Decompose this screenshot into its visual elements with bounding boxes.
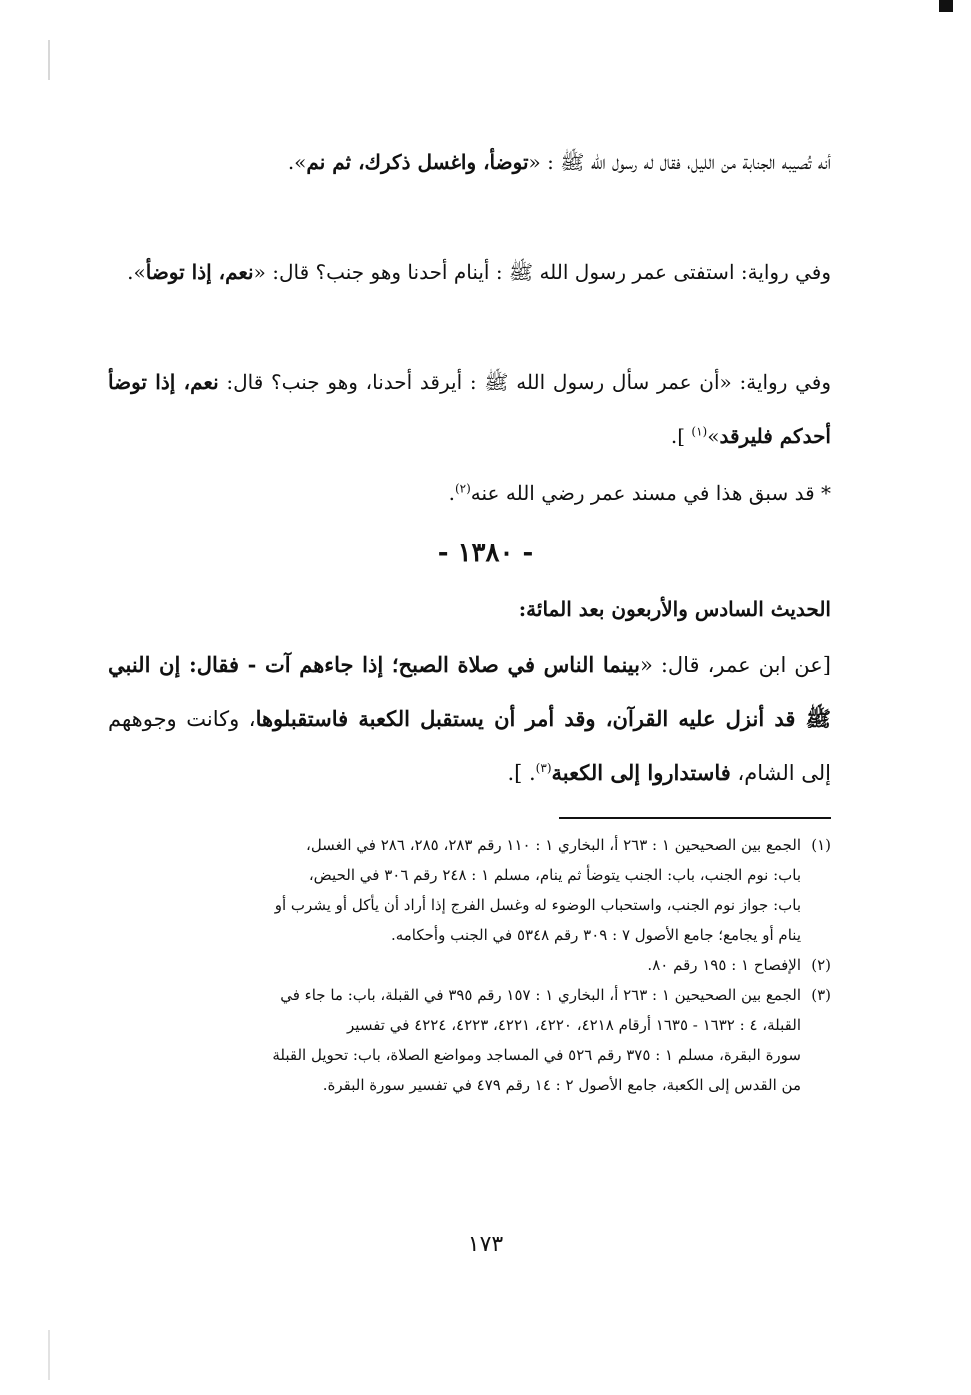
footnote-line: الجمع بين الصحيحين ١ : ٢٦٣ أ، البخاري ١ : ١١٠ رقم ٢٨٣، ٢٨٥، ٢٨٦ في الغسل، (305, 836, 801, 854)
hadith-quote: نعم، إذا توضأ (145, 260, 254, 284)
paragraph-text: وفي رواية: «أن عمر سأل رسول الله ﷺ : أيرقد أحدنا، وهو جنب؟ قال: (218, 370, 831, 394)
scan-corner-mark (939, 0, 953, 12)
footnote-number: (١) (811, 836, 831, 854)
footnote-ref: (١) (691, 424, 708, 439)
scan-edge-mark (48, 40, 50, 80)
footnote-ref: (٣) (535, 761, 552, 775)
footnote-number: (٢) (811, 956, 831, 974)
footnote-number: (٣) (811, 986, 831, 1004)
paragraph-text: وفي رواية: استفتى عمر رسول الله ﷺ : أينام أحدنا وهو جنب؟ قال: « (253, 260, 831, 284)
scan-edge-mark (48, 1330, 50, 1380)
footnote-line: القبلة، ٤ : ١٦٣٢ - ١٦٣٥ أرقام ٤٢١٨، ٤٢٢٠، ٤٢٢١، ٤٢٢٣، ٤٢٢٤ في تفسير (347, 1016, 801, 1034)
hadith-quote: بينما الناس في صلاة الصبح؛ إذا جاءهم آت - فقال: إن النبي ﷺ قد أنزل عليه القرآن، وقد أمر أن يستقبل الكعبة فاستقبلوها (108, 652, 831, 731)
paragraph-end: ]. (670, 424, 692, 448)
footnotes (108, 830, 831, 1100)
footnote-1 (108, 830, 831, 950)
paragraph-end: ». (287, 150, 307, 174)
quote-close: » (707, 424, 720, 448)
paragraph-4 (108, 466, 831, 520)
footnote-line: باب: نوم الجنب، باب: الجنب يتوضأ ثم ينام، مسلم ١ : ٢٤٨ رقم ٣٠٦ في الحيض، (308, 866, 801, 884)
hadith-quote: توضأ، واغسل ذكرك، ثم نم (306, 150, 529, 174)
hadith-quote: نعم، إذا توضأ أحدكم فليرقد (108, 370, 831, 448)
paragraph-1 (108, 135, 831, 189)
paragraph-text: * قد سبق هذا في مسند عمر رضي الله عنه (470, 481, 831, 505)
footnote-line: باب: جواز نوم الجنب، واستحباب الوضوء له وغسل الفرج إذا أراد أن يأكل أو يشرب أو (274, 896, 801, 914)
section-heading: الحديث السادس والأربعون بعد المائة: (518, 597, 831, 621)
footnote-2 (108, 950, 831, 980)
footnote-line: الإفصاح ١ : ١٩٥ رقم ٨٠. (647, 956, 801, 974)
hadith-mid: ، وكانت وجوههم إلى الشام، (108, 707, 831, 785)
paragraph-end: . (448, 481, 455, 505)
footnote-line: ينام أو يجامع؛ جامع الأصول ٧ : ٣٠٩ رقم ٥٣٤٨ في الجنب وأحكامه. (390, 926, 801, 944)
footnote-3 (108, 980, 831, 1100)
footnote-line: من القدس إلى الكعبة، جامع الأصول ٢ : ١٤ رقم ٤٧٩ في تفسير سورة البقرة. (322, 1076, 801, 1094)
hadith-text (108, 638, 831, 800)
paragraph-3 (108, 355, 831, 463)
hadith-number: - ١٣٨٠ - (437, 538, 534, 568)
hadith-intro: [عن ابن عمر، قال: « (639, 653, 831, 677)
footnote-line: سورة البقرة، مسلم ١ : ٣٧٥ رقم ٥٢٦ في المساجد ومواضع الصلاة، باب: تحويل القبلة (272, 1046, 801, 1064)
footnote-ref: (٢) (454, 481, 471, 496)
paragraph-text: أنه تُصيبه الجنابة من الليل، فقال له رسول الله ﷺ : « (528, 150, 831, 174)
hadith-end: . ]. (507, 761, 536, 785)
page-number: ١٧٣ (467, 1232, 504, 1257)
paragraph-2 (108, 245, 831, 299)
paragraph-end: ». (127, 260, 146, 284)
footnote-divider (559, 817, 831, 819)
hadith-quote-end: فاستداروا إلى الكعبة (551, 760, 731, 785)
footnote-line: الجمع بين الصحيحين ١ : ٢٦٣ أ، البخاري ١ : ١٥٧ رقم ٣٩٥ في القبلة، باب: ما جاء في (280, 986, 801, 1004)
